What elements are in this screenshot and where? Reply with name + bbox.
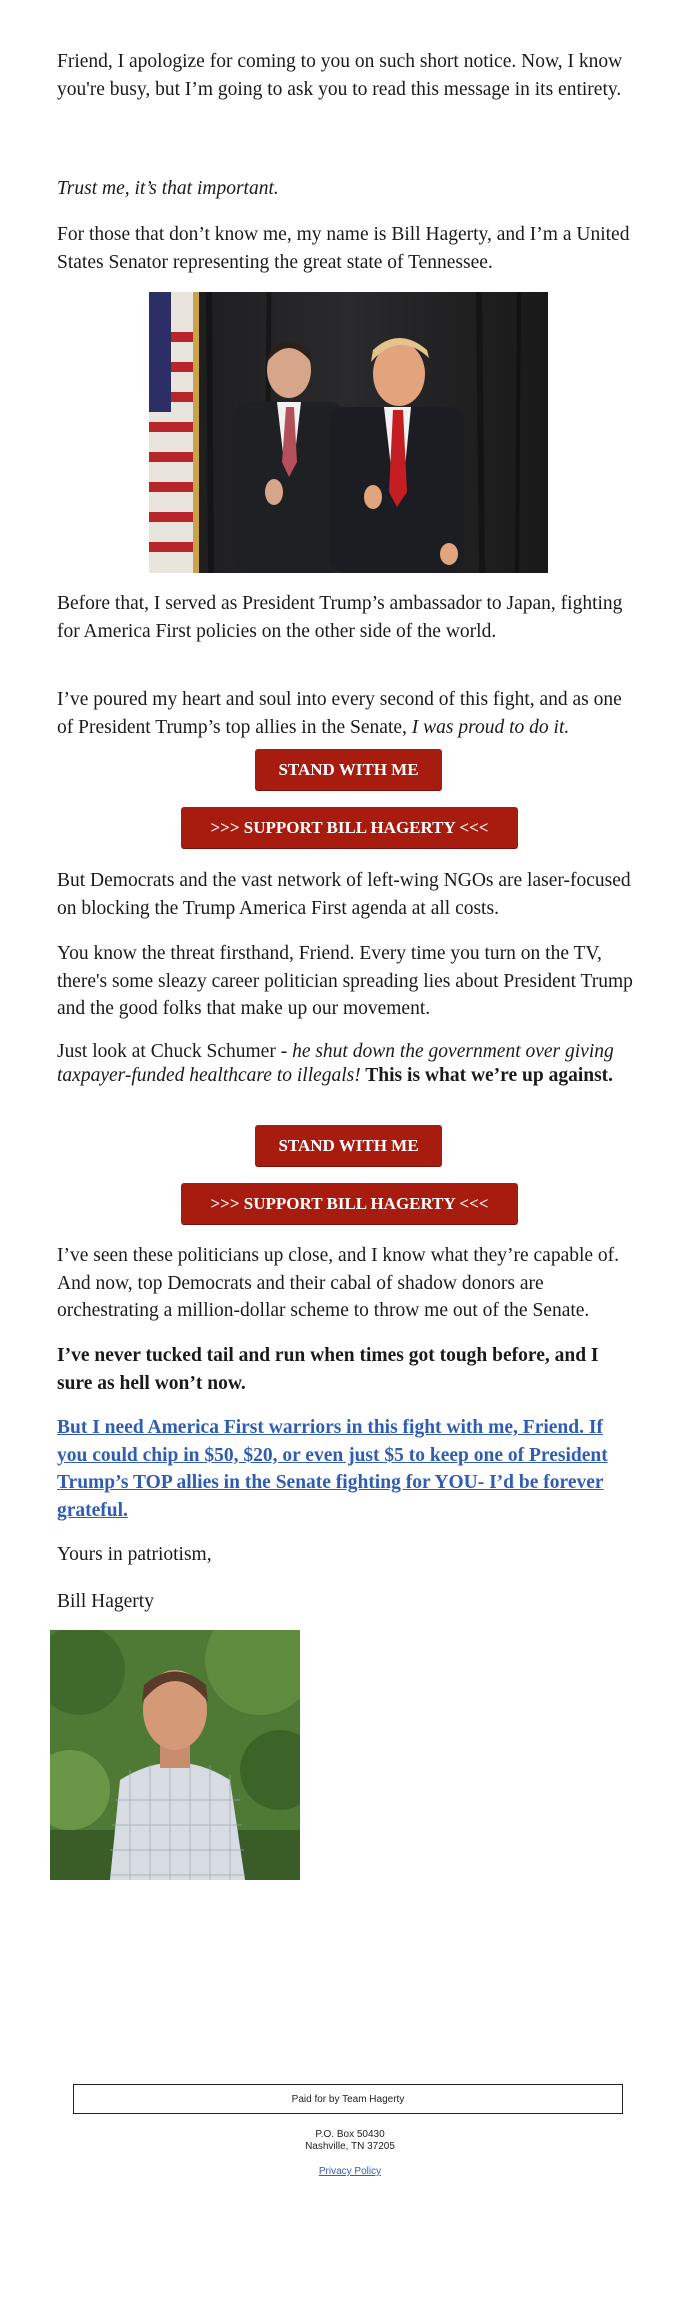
trust-text: Trust me, it’s that important. (57, 178, 279, 199)
address-line-2: Nashville, TN 37205 (305, 2141, 395, 2152)
ambassador-paragraph (57, 590, 634, 645)
threat-paragraph (57, 940, 634, 1023)
stand-with-me-button[interactable]: STAND WITH ME (255, 749, 442, 790)
intro-text: Friend, I apologize for coming to you on such short notice. Now, I know you're busy, but I’m going to ask you to read this message in its entirety. (57, 51, 623, 100)
signoff-text: Yours in patriotism, (57, 1544, 212, 1565)
trust-paragraph (57, 175, 634, 203)
politicians-paragraph (57, 1242, 634, 1325)
signoff-paragraph (57, 1541, 634, 1569)
democrats-text: But Democrats and the vast network of left-wing NGOs are laser-focused on blocking the Trump America First agenda at all costs. (57, 870, 631, 919)
signature-text: Bill Hagerty (57, 1591, 154, 1612)
hagerty-trump-photo (149, 292, 548, 573)
never-tucked-paragraph (57, 1342, 634, 1397)
signature-paragraph (57, 1588, 634, 1616)
address-line-1: P.O. Box 50430 (315, 2129, 385, 2140)
privacy-policy-link[interactable]: Privacy Policy (318, 2166, 382, 2177)
never-tucked-text: I’ve never tucked tail and run when times got tough before, and I sure as hell won’t now. (57, 1345, 599, 1394)
support-bill-hagerty-button-2[interactable]: >>> SUPPORT BILL HAGERTY <<< (181, 1183, 518, 1224)
about-text: For those that don’t know me, my name is Bill Hagerty, and I’m a United States Senator representing the great state of Tennessee. (57, 224, 630, 273)
stand-with-me-button-2[interactable]: STAND WITH ME (255, 1125, 442, 1166)
politicians-text: I’ve seen these politicians up close, and I know what they’re capable of. And now, top Democrats and their cabal of shadow donors are orchestrating a million-dollar scheme to throw me out of the Senate. (57, 1245, 620, 1321)
ambassador-text: Before that, I served as President Trump’s ambassador to Japan, fighting for America First policies on the other side of the world. (57, 593, 623, 642)
threat-text: You know the threat firsthand, Friend. Every time you turn on the TV, there's some sleazy career politician spreading lies about President Trump and the good folks that make up our movement. (57, 943, 633, 1019)
democrats-paragraph (57, 867, 634, 922)
paid-for-box (73, 2084, 623, 2114)
schumer-paragraph (57, 1040, 634, 1087)
hagerty-portrait-photo (50, 1630, 300, 1880)
paid-for-text: Paid for by Team Hagerty (291, 2093, 405, 2105)
about-paragraph (57, 221, 634, 276)
donate-link[interactable]: But I need America First warriors in this fight with me, Friend. If you could chip in $50, $20, or even just $5 to keep one of President Trump’s TOP allies in the Senate fighting for YOU- I’d be forever grateful. (57, 1417, 608, 1521)
schumer-text: Just look at Chuck Schumer - he shut down the government over giving taxpayer-funded healthcare to illegals! This is what we’re up against. (57, 1041, 614, 1086)
american-flag-icon (149, 292, 199, 573)
donate-link-paragraph[interactable] (57, 1414, 634, 1524)
intro-paragraph (57, 48, 634, 103)
privacy-policy-row (0, 2166, 700, 2178)
support-bill-hagerty-button[interactable]: >>> SUPPORT BILL HAGERTY <<< (181, 807, 518, 848)
heart-text: I’ve poured my heart and soul into every second of this fight, and as one of President Trump’s top allies in the Senate, I was proud to do it. (57, 689, 622, 738)
heart-paragraph (57, 686, 634, 741)
